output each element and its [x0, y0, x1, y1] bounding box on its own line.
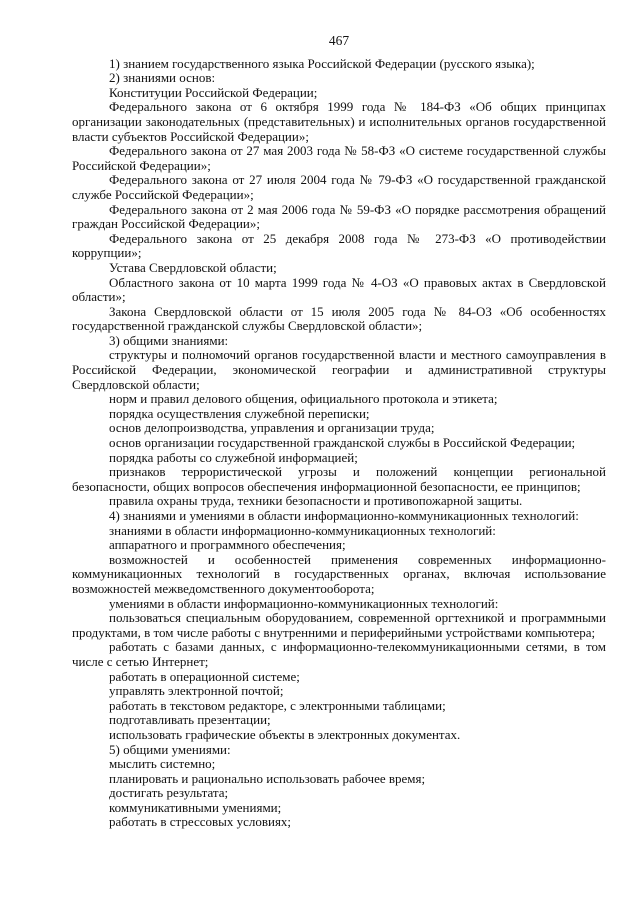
list-item: Конституции Российской Федерации;: [109, 84, 318, 100]
list-item: умениями в области информационно-коммуникационных технологий:: [109, 595, 499, 611]
list-item: работать в текстовом редакторе, с электронными таблицами;: [109, 697, 446, 713]
list-item: 3) общими знаниями:: [109, 332, 229, 348]
list-item: порядка осуществления служебной переписки;: [109, 405, 370, 421]
list-item: планировать и рационально использовать рабочее время;: [109, 770, 426, 786]
list-item: пользоваться специальным оборудованием, современной оргтехникой и программными продуктами, в том числе работы с внутренними и периферийными устройствами компьютера;: [72, 610, 606, 640]
list-item: работать в операционной системе;: [109, 668, 300, 684]
body-text: [72, 57, 606, 830]
list-item: знаниями в области информационно-коммуникационных технологий:: [109, 522, 496, 538]
list-item: структуры и полномочий органов государственной власти и местного самоуправления в Российской Федерации, экономической географии и административной структуры Свердловской области;: [72, 347, 606, 392]
list-item: аппаратного и программного обеспечения;: [109, 537, 346, 553]
list-item: признаков террористической угрозы и положений концепции региональной безопасности, общих вопросов обеспечения информационной безопасности, ее принципов;: [72, 464, 606, 494]
list-item: Федерального закона от 25 декабря 2008 года № 273-ФЗ «О противодействии коррупции»;: [72, 230, 606, 261]
list-item: норм и правил делового общения, официального протокола и этикета;: [109, 391, 498, 407]
list-item: работать в стрессовых условиях;: [109, 814, 292, 830]
list-item: Закона Свердловской области от 15 июля 2005 года № 84-ОЗ «Об особенностях государственной гражданской службы Свердловской области»;: [72, 303, 606, 334]
list-item: достигать результата;: [109, 785, 229, 801]
list-item: Федерального закона от 27 июля 2004 года № 79-ФЗ «О государственной гражданской службе Российской Федерации»;: [72, 172, 606, 202]
list-item: основ делопроизводства, управления и организации труда;: [109, 420, 435, 436]
list-item: использовать графические объекты в электронных документах.: [109, 726, 461, 742]
list-item: правила охраны труда, техники безопасности и противопожарной защиты.: [109, 493, 523, 509]
list-item: работать с базами данных, с информационно-телекоммуникационными сетями, в том числе с сетью Интернет;: [72, 639, 606, 669]
list-item: 4) знаниями и умениями в области информационно-коммуникационных технологий:: [109, 508, 579, 523]
list-item: порядка работы со служебной информацией;: [109, 449, 358, 465]
list-item: коммуникативными умениями;: [109, 799, 282, 815]
list-item: управлять электронной почтой;: [109, 683, 284, 699]
list-item: подготавливать презентации;: [109, 712, 271, 728]
list-item: 2) знаниями основ:: [109, 70, 216, 86]
list-item: Областного закона от 10 марта 1999 года № 4-ОЗ «О правовых актах в Свердловской области»;: [72, 274, 606, 305]
list-item: возможностей и особенностей применения современных информационно-коммуникационных технологий в государственных органах, включая использование возможностей межведомственного документооборота;: [72, 551, 606, 596]
list-item: Федерального закона от 6 октября 1999 года № 184-ФЗ «Об общих принципах организации законодательных (представительных) и исполнительных органов государственной власти субъектов Российской Федерации»;: [72, 99, 606, 144]
list-item: мыслить системно;: [109, 756, 216, 772]
list-item: Федерального закона от 27 мая 2003 года № 58-ФЗ «О системе государственной службы Российской Федерации»;: [72, 143, 606, 173]
list-item: основ организации государственной гражданской службы в Российской Федерации;: [109, 435, 576, 451]
document-page: [72, 34, 606, 830]
list-item: 5) общими умениями:: [109, 741, 231, 757]
page-number: 467: [328, 33, 350, 48]
list-item: 1) знанием государственного языка Российской Федерации (русского языка);: [109, 55, 535, 71]
list-item: Устава Свердловской области;: [109, 259, 277, 275]
list-item: Федерального закона от 2 мая 2006 года № 59-ФЗ «О порядке рассмотрения обращений граждан Российской Федерации»;: [72, 201, 606, 232]
